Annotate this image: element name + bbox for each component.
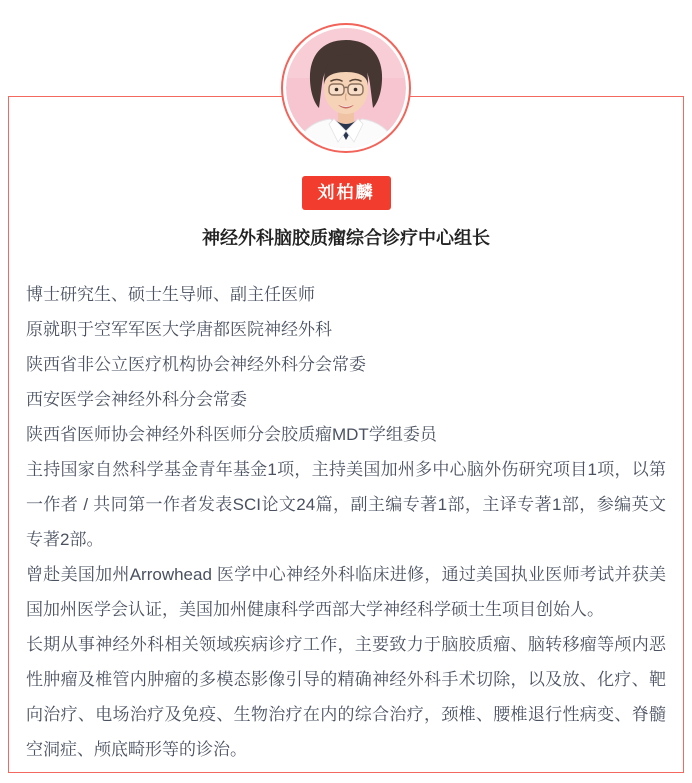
doctor-portrait-photo (286, 28, 406, 148)
bio-paragraph-specialty: 长期从事神经外科相关领域疾病诊疗工作，主要致力于脑胶质瘤、脑转移瘤等颅内恶性肿瘤及椎管内肿瘤的多模态影像引导的精确神经外科手术切除，以及放、化疗、靶向治疗、电场治疗及免疫、生物治疗在内的综合治疗，颈椎、腰椎退行性病变、脊髓空洞症、颅底畸形等的诊治。 (26, 635, 666, 759)
bio-paragraph-overseas: 曾赴美国加州Arrowhead 医学中心神经外科临床进修，通过美国执业医师考试并获美国加州医学会认证，美国加州健康科学西部大学神经科学硕士生项目创始人。 (26, 565, 666, 619)
bio-line-credentials: 博士研究生、硕士生导师、副主任医师 (26, 285, 315, 304)
doctor-title: 神经外科脑胶质瘤综合诊疗中心组长 (202, 228, 490, 248)
doctor-profile-card (8, 96, 684, 773)
doctor-bio (26, 277, 666, 767)
bio-paragraph-research: 主持国家自然科学基金青年基金1项，主持美国加州多中心脑外伤研究项目1项，以第一作者 / 共同第一作者发表SCI论文24篇，副主编专著1部，主译专著1部，参编英文专著2部。 (26, 460, 666, 549)
doctor-avatar (281, 23, 411, 153)
bio-line-former-position: 原就职于空军军医大学唐都医院神经外科 (26, 320, 332, 339)
bio-line-association-2: 西安医学会神经外科分会常委 (26, 390, 247, 409)
bio-line-association-1: 陕西省非公立医疗机构协会神经外科分会常委 (26, 355, 366, 374)
bio-line-association-3: 陕西省医师协会神经外科医师分会胶质瘤MDT学组委员 (26, 425, 437, 444)
doctor-name-badge: 刘柏麟 (302, 176, 391, 210)
